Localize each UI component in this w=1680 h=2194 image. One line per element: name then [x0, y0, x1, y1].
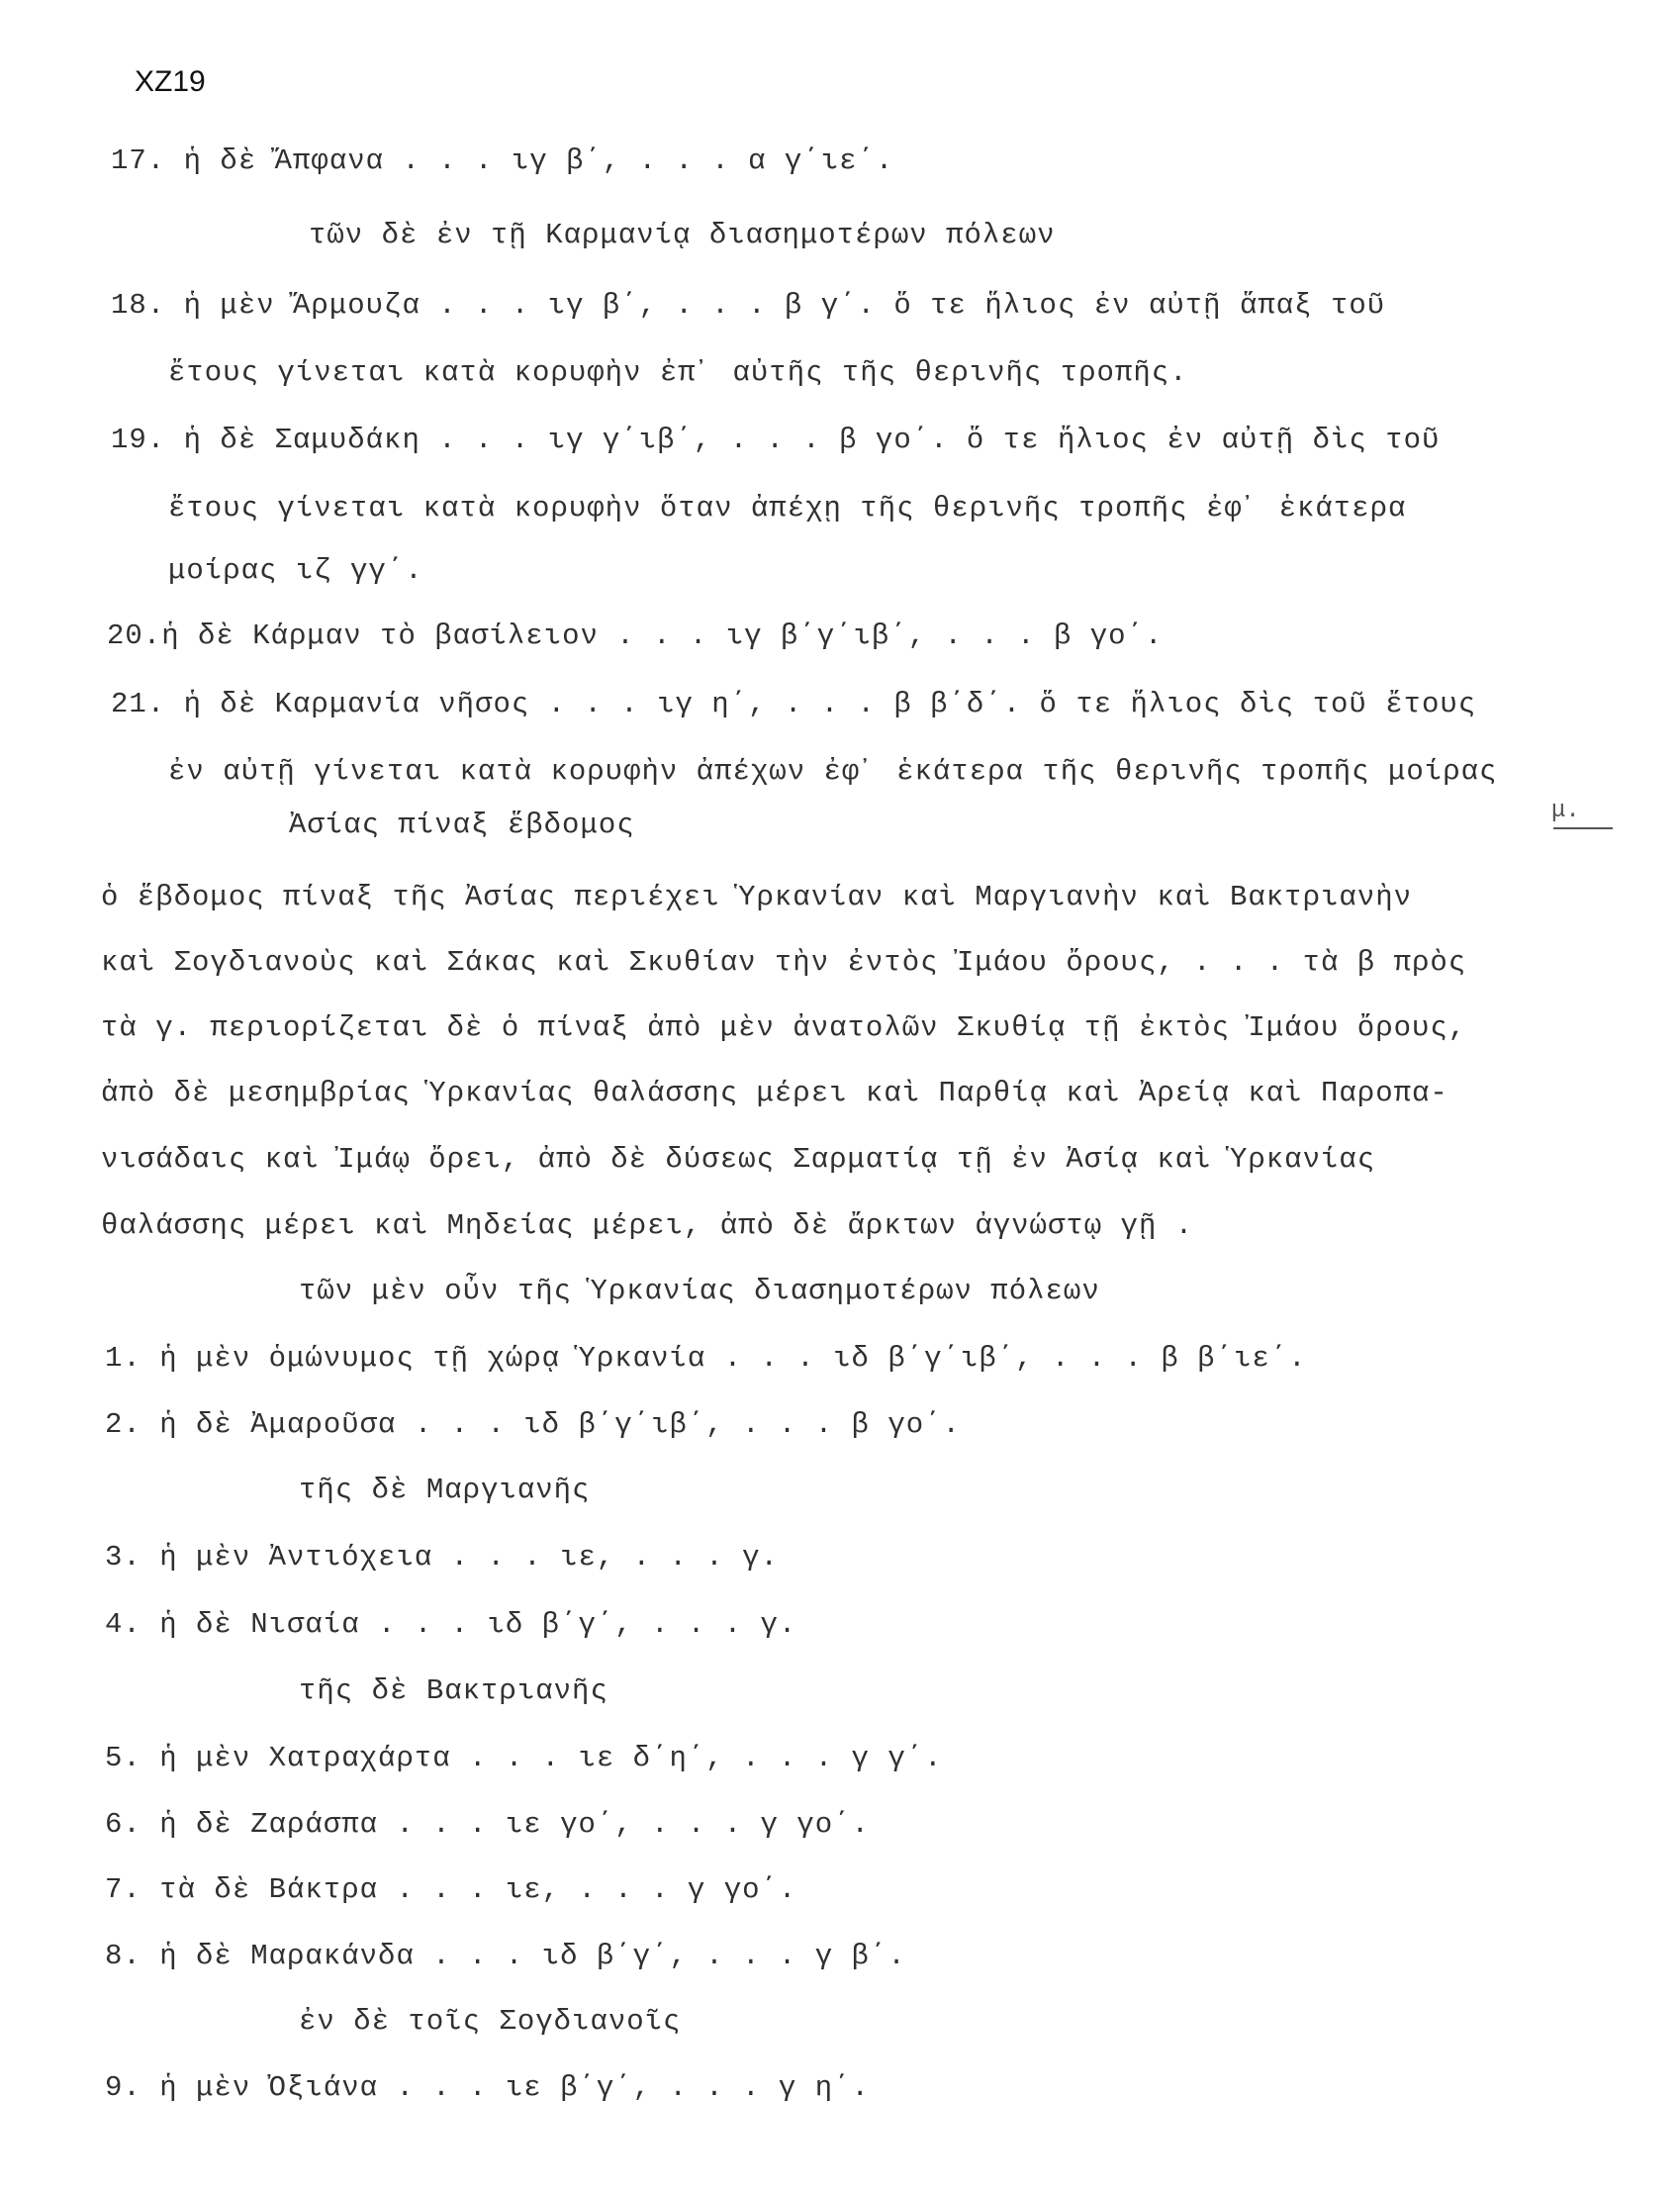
entry-line: 8. ἡ δὲ Μαρακάνδα . . . ιδ β΄γ΄, . . . γ β΄. [105, 1940, 906, 1972]
entry-line: 19. ἡ δὲ Σαμυδάκη . . . ιγ γ΄ιβ΄, . . . β γο΄. ὅ τε ἥλιος ἐν αὐτῇ δὶς τοῦ [111, 424, 1441, 456]
section-heading: τῶν δὲ ἐν τῇ Καρμανίᾳ διασημοτέρων πόλεων [309, 219, 1056, 251]
entry-line: 4. ἡ δὲ Νισαία . . . ιδ β΄γ΄, . . . γ. [105, 1608, 797, 1641]
section-heading: τῆς δὲ Βακτριανῆς [299, 1674, 608, 1707]
paragraph-line: θαλάσσης μέρει καὶ Μηδείας μέρει, ἀπὸ δὲ ἄρκτων ἀγνώστῳ γῇ . [101, 1209, 1194, 1242]
document-code: XZ19 [135, 65, 206, 98]
paragraph-line: νισάδαις καὶ Ἰμάῳ ὄρει, ἀπὸ δὲ δύσεως Σαρματίᾳ τῇ ἐν Ἀσίᾳ καὶ Ὑρκανίας [101, 1143, 1376, 1176]
entry-line: 3. ἡ μὲν Ἀντιόχεια . . . ιε, . . . γ. [105, 1541, 779, 1574]
handwritten-mark [1553, 827, 1613, 829]
entry-line: 20.ἡ δὲ Κάρμαν τὸ βασίλειον . . . ιγ β΄γ΄ιβ΄, . . . β γο΄. [107, 620, 1164, 652]
entry-continuation: ἔτους γίνεται κατὰ κορυφὴν ὅταν ἀπέχῃ τῆς θερινῆς τροπῆς ἐφ᾽ ἑκάτερα [168, 492, 1407, 525]
entry-line: 7. τὰ δὲ Βάκτρα . . . ιε, . . . γ γο΄. [105, 1873, 797, 1906]
entry-line: 1. ἡ μὲν ὁμώνυμος τῇ χώρᾳ Ὑρκανία . . . ιδ β΄γ΄ιβ΄, . . . β β΄ιε΄. [105, 1342, 1307, 1375]
entry-line: 2. ἡ δὲ Ἀμαροῦσα . . . ιδ β΄γ΄ιβ΄, . . . β γο΄. [105, 1408, 961, 1441]
paragraph-line: τὰ γ. περιορίζεται δὲ ὁ πίναξ ἀπὸ μὲν ἀνατολῶν Σκυθίᾳ τῇ ἐκτὸς Ἰμάου ὄρους, [101, 1011, 1467, 1044]
entry-line: 18. ἡ μὲν Ἄρμουζα . . . ιγ β΄, . . . β γ΄. ὅ τε ἥλιος ἐν αὐτῇ ἅπαξ τοῦ [111, 289, 1386, 322]
entry-continuation: μοίρας ιζ γγ΄. [168, 554, 423, 587]
entry-line: 5. ἡ μὲν Χατραχάρτα . . . ιε δ΄η΄, . . . γ γ΄. [105, 1742, 943, 1774]
section-heading: ἐν δὲ τοῖς Σογδιανοῖς [299, 2005, 682, 2038]
entry-continuation: ἐν αὐτῇ γίνεται κατὰ κορυφὴν ἀπέχων ἐφ᾽ ἑκάτερα τῆς θερινῆς τροπῆς μοίρας [168, 755, 1498, 788]
section-heading: Ἀσίας πίναξ ἕβδομος [289, 809, 635, 841]
margin-note: μ. [1551, 798, 1580, 824]
paragraph-line: ἀπὸ δὲ μεσημβρίας Ὑρκανίας θαλάσσης μέρει καὶ Παρθίᾳ καὶ Ἀρείᾳ καὶ Παροπα- [101, 1077, 1448, 1109]
entry-line: 9. ἡ μὲν Ὀξιάνα . . . ιε β΄γ΄, . . . γ η΄. [105, 2071, 870, 2104]
paragraph-line: καὶ Σογδιανοὺς καὶ Σάκας καὶ Σκυθίαν τὴν ἐντὸς Ἰμάου ὄρους, . . . τὰ β πρὸς [101, 946, 1467, 979]
paragraph-line: ὁ ἕβδομος πίναξ τῆς Ἀσίας περιέχει Ὑρκανίαν καὶ Μαργιανὴν καὶ Βακτριανὴν [101, 881, 1413, 913]
entry-continuation: ἔτους γίνεται κατὰ κορυφὴν ἐπ᾽ αὐτῆς τῆς θερινῆς τροπῆς. [168, 356, 1188, 389]
entry-line: 17. ἡ δὲ Ἄπφανα . . . ιγ β΄, . . . α γ΄ιε΄. [111, 144, 894, 177]
entry-line: 6. ἡ δὲ Ζαράσπα . . . ιε γο΄, . . . γ γο΄. [105, 1808, 870, 1841]
section-heading: τῶν μὲν οὖν τῆς Ὑρκανίας διασημοτέρων πόλεων [299, 1275, 1100, 1307]
entry-line: 21. ἡ δὲ Καρμανία νῆσος . . . ιγ η΄, . . . β β΄δ΄. ὅ τε ἥλιος δὶς τοῦ ἔτους [111, 688, 1477, 720]
section-heading: τῆς δὲ Μαργιανῆς [299, 1474, 591, 1506]
